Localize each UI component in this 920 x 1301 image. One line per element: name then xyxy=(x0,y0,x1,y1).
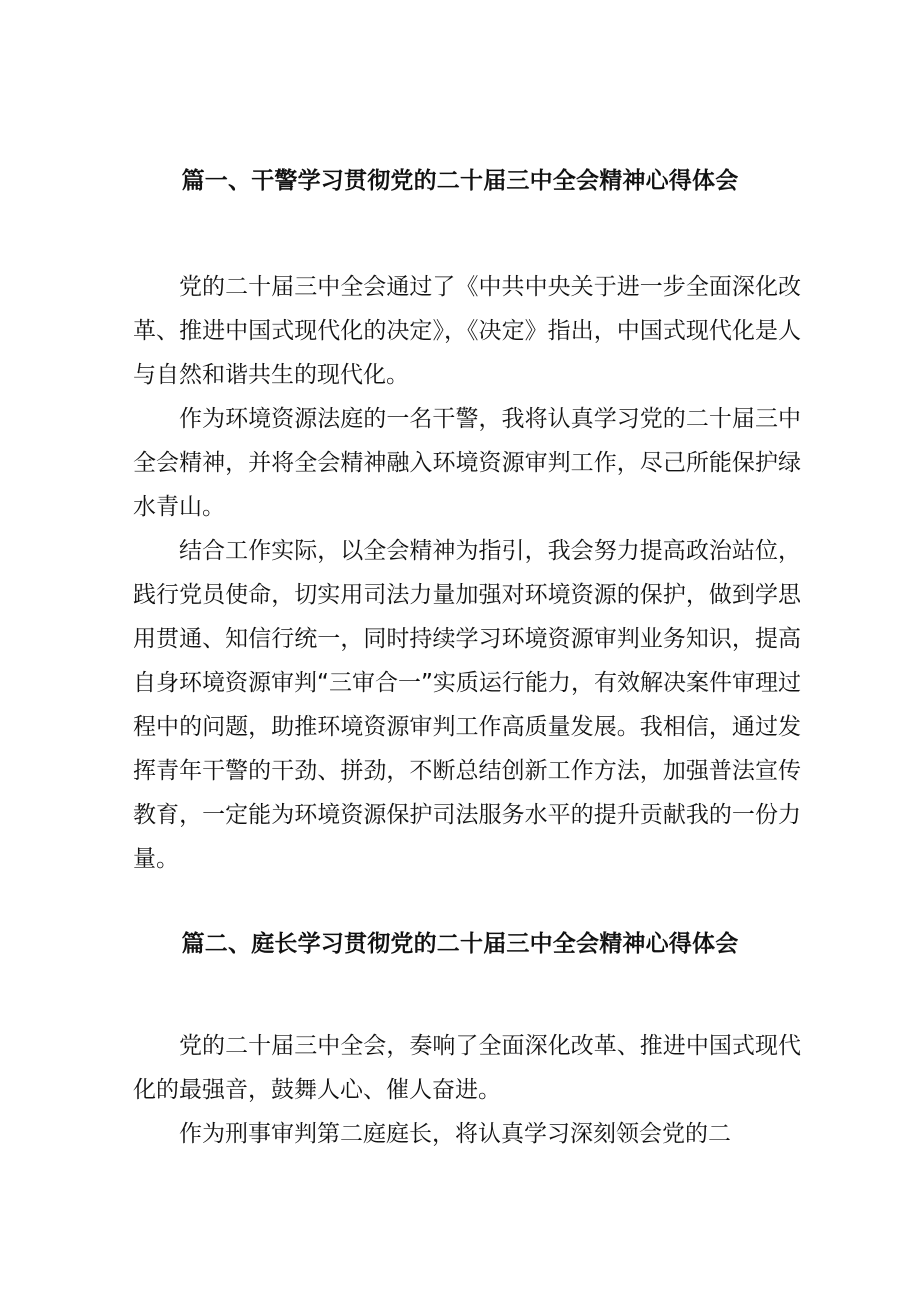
section-title-1: 篇一、干警学习贯彻党的二十届三中全会精神心得体会 xyxy=(181,168,739,194)
section-1-paragraph-2: 作为环境资源法庭的一名干警，我将认真学习党的二十届三中全会精神，并将全会精神融入环境资源审判工作，尽己所能保护绿水青山。 xyxy=(133,406,801,520)
section-2-paragraph-1: 党的二十届三中全会，奏响了全面深化改革、推进中国式现代化的最强音，鼓舞人心、催人奋进。 xyxy=(133,1033,801,1103)
section-1-paragraph-1: 党的二十届三中全会通过了《中共中央关于进一步全面深化改革、推进中国式现代化的决定》，《决定》指出，中国式现代化是人与自然和谐共生的现代化。 xyxy=(133,274,801,388)
section-2-paragraph-2: 作为刑事审判第二庭庭长，将认真学习深刻领会党的二 xyxy=(179,1121,731,1147)
section-title-2: 篇二、庭长学习贯彻党的二十届三中全会精神心得体会 xyxy=(181,931,739,957)
section-1-paragraph-3: 结合工作实际，以全会精神为指引，我会努力提高政治站位，践行党员使命，切实用司法力量加强对环境资源的保护，做到学思用贯通、知信行统一，同时持续学习环境资源审判业务知识，提高自身环境资源审判“三审合一”实质运行能力，有效解决案件审理过程中的问题，助推环境资源审判工作高质量发展。我相信，通过发挥青年干警的干劲、拼劲，不断总结创新工作方法，加强普法宣传教育，一定能为环境资源保护司法服务水平的提升贡献我的一份力量。 xyxy=(133,538,801,872)
